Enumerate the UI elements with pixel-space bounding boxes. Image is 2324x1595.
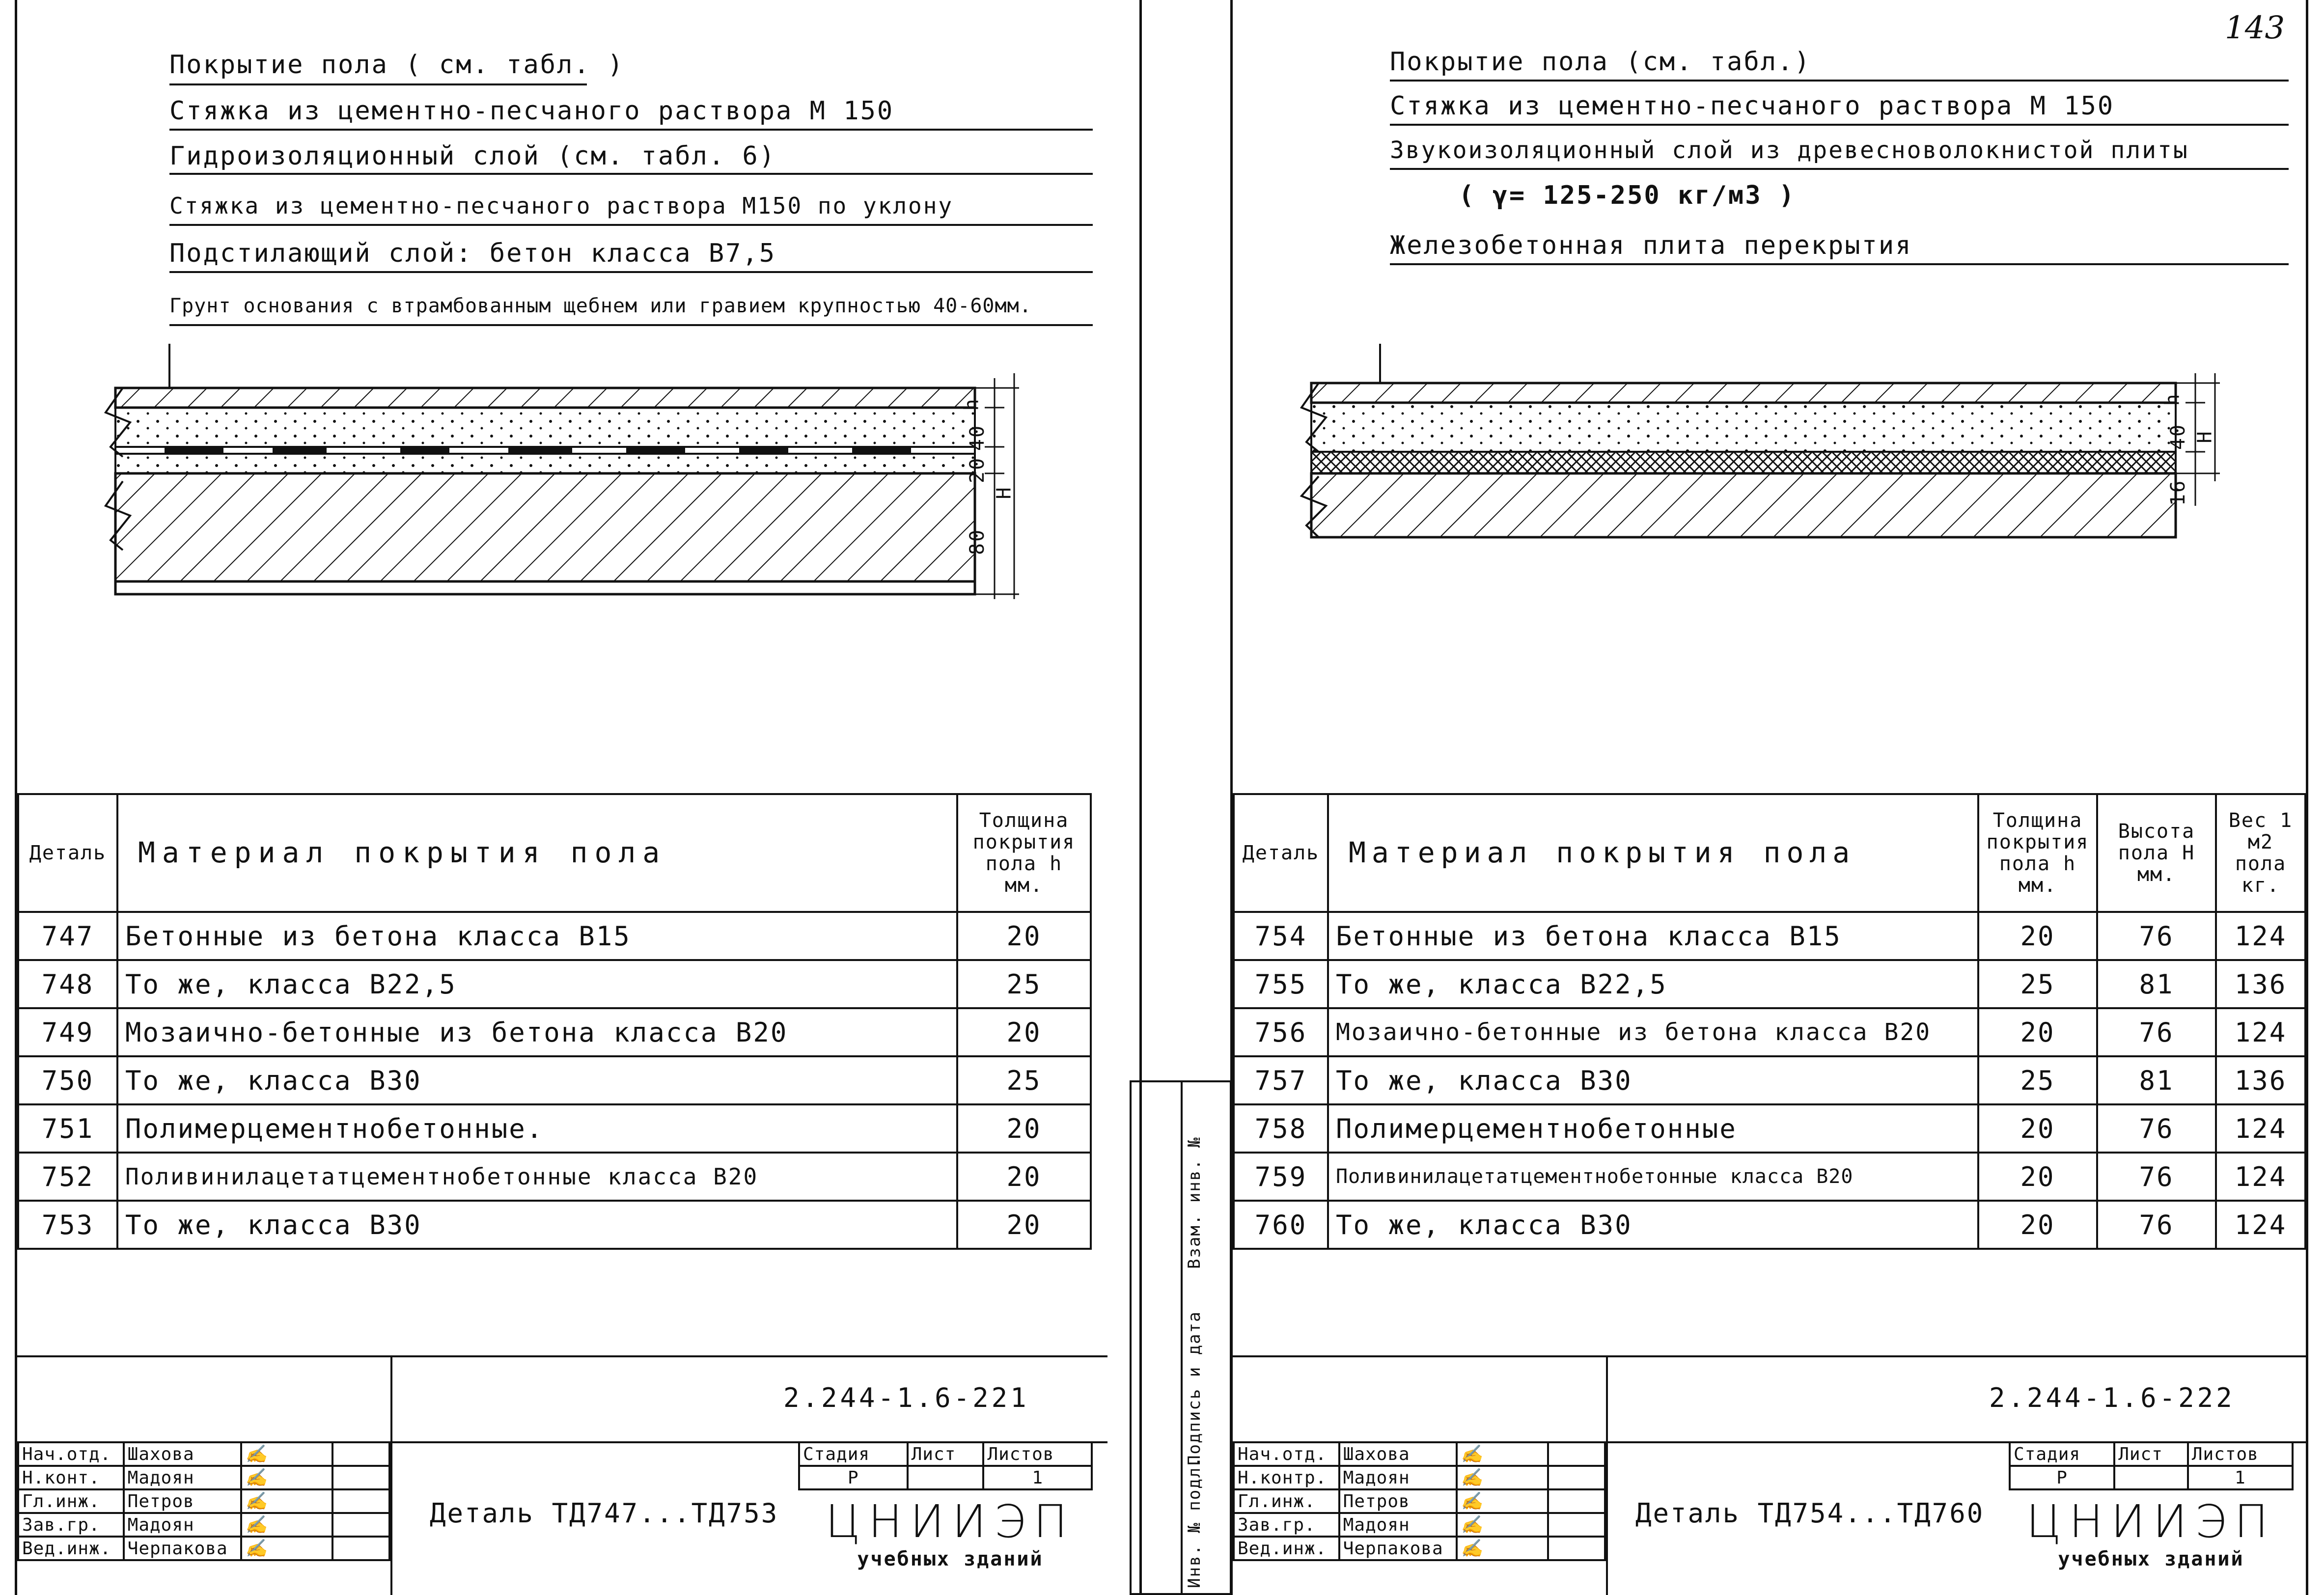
signature: ✍ (1457, 1513, 1548, 1537)
signature: ✍ (1457, 1466, 1548, 1489)
material-table-right (1233, 793, 2306, 1250)
dim-16: 16 (2167, 479, 2190, 506)
callout-slab: Железобетонная плита перекрытия (1390, 231, 1912, 260)
material-table-left (17, 793, 1092, 1250)
col-material-header: Материал покрытия пола (117, 794, 957, 912)
dim-40: 40 (966, 424, 989, 451)
stage-table: Стадия Лист Листов Р 1 (2009, 1441, 2294, 1490)
callout-sound-insulation: Звукоизоляционный слой из древесноволокнистой плиты (1390, 137, 2189, 164)
leader-line (169, 224, 1093, 226)
dim-H: H (2193, 430, 2216, 443)
table-row: 760 То же, класса В30 20 76 124 (1234, 1201, 2305, 1249)
drawing-title: Деталь ТД747...ТД753 (430, 1498, 779, 1529)
leader-line (169, 173, 1093, 175)
dim-20: 20 (966, 456, 989, 484)
table-row: 753 То же, класса В30 20 (18, 1201, 1091, 1249)
signature: ✍ (1457, 1442, 1548, 1466)
floor-section-drawing-right (1233, 344, 2289, 570)
leader-line (1390, 80, 2289, 82)
leader-line (1390, 168, 2289, 170)
callout-underlayer: Подстилающий слой: бетон класса В7,5 (169, 239, 776, 268)
organization-logo: ЦНИИЭП учебных зданий (2026, 1495, 2276, 1570)
callout-slope-screed: Стяжка из цементно-песчаного раствора М150 по уклону (169, 192, 954, 219)
col-thickness-header: Толщина покрытия пола h мм. (1978, 794, 2097, 912)
signature: ✍ (241, 1513, 332, 1537)
col-weight-header: Вес 1 м2 пола кг. (2216, 794, 2305, 912)
dim-H: H (993, 486, 1016, 499)
table-row: 756 Мозаично-бетонные из бетона класса В20 20 76 124 (1234, 1008, 2305, 1056)
callout-screed: Стяжка из цементно-песчаного раствора М 150 (1390, 91, 2115, 121)
leader-line (169, 129, 1093, 131)
drawing-title: Деталь ТД754...ТД760 (1635, 1498, 1985, 1529)
callout-soil: Грунт основания с втрамбованным щебнем или гравием крупностью 40-60мм. (169, 295, 1032, 317)
side-label-replacement: Взам. инв. № (1185, 1136, 1204, 1269)
signature: ✍ (241, 1466, 332, 1489)
table-row: 754 Бетонные из бетона класса В15 20 76 124 (1234, 912, 2305, 960)
col-thickness-header: Толщина покрытия пола h мм. (957, 794, 1091, 912)
dim-h: h (2161, 392, 2184, 406)
side-stamp (1130, 1080, 1232, 1595)
signature: ✍ (1457, 1489, 1548, 1513)
approval-table: Нач.отд. Шахова ✍ Н.конт. Мадоян ✍ Гл.инж. Петров ✍ Зав.гр. Мадоян ✍ Вед.инж. Черпакова ✍ (17, 1441, 390, 1561)
leader-line (169, 271, 1093, 273)
table-row: 752 Поливинилацетатцементнобетонные класса В20 20 (18, 1153, 1091, 1201)
table-row: 750 То же, класса В30 25 (18, 1056, 1091, 1104)
drawing-code: 2.244-1.6-221 (783, 1382, 1029, 1413)
signature: ✍ (1457, 1537, 1548, 1560)
leader-line (169, 324, 1093, 326)
col-material-header: Материал покрытия пола (1328, 794, 1978, 912)
table-row: 759 Поливинилацетатцементнобетонные класса В20 20 76 124 (1234, 1153, 2305, 1201)
drawing-code: 2.244-1.6-222 (1989, 1382, 2235, 1413)
side-label-signature: Подпись и дата (1185, 1311, 1204, 1465)
table-row: 751 Полимерцементнобетонные. 20 (18, 1104, 1091, 1153)
col-detail-header: Деталь (1234, 794, 1328, 912)
signature: ✍ (241, 1489, 332, 1513)
callout-waterproofing: Гидроизоляционный слой (см. табл. 6) (169, 141, 776, 171)
dim-40: 40 (2167, 423, 2190, 450)
page-number: 143 (2225, 10, 2285, 46)
leader-line (1390, 124, 2289, 126)
dim-80: 80 (966, 528, 989, 555)
callout-density: ( γ= 125-250 кг/м3 ) (1459, 181, 1796, 210)
leader-line (1390, 263, 2289, 265)
table-row: 758 Полимерцементнобетонные 20 76 124 (1234, 1104, 2305, 1153)
table-row: 747 Бетонные из бетона класса В15 20 (18, 912, 1091, 960)
leader-line (169, 83, 587, 85)
callout-finish: Покрытие пола (см. табл.) (1390, 47, 1811, 77)
signature: ✍ (241, 1442, 332, 1466)
approval-table: Нач.отд. Шахова ✍ Н.контр. Мадоян ✍ Гл.инж. Петров ✍ Зав.гр. Мадоян ✍ Вед.инж. Черпакова ✍ (1233, 1441, 1606, 1561)
drawing-sheet-right (1230, 0, 2308, 1595)
table-row: 755 То же, класса В22,5 25 81 136 (1234, 960, 2305, 1008)
floor-section-drawing-left (17, 344, 1098, 619)
col-detail-header: Деталь (18, 794, 117, 912)
dim-h: h (960, 397, 983, 411)
signature: ✍ (241, 1537, 332, 1560)
side-label-inventory: Инв. № подл. (1185, 1456, 1204, 1588)
drawing-sheet-left (15, 0, 1142, 1595)
stage-table: Стадия Лист Листов Р 1 (798, 1441, 1093, 1490)
callout-finish: Покрытие пола ( см. табл. ) (169, 50, 625, 80)
callout-screed: Стяжка из цементно-песчаного раствора М 150 (169, 96, 894, 126)
organization-logo: ЦНИИЭП учебных зданий (825, 1495, 1076, 1570)
col-height-header: Высота пола Н мм. (2097, 794, 2216, 912)
table-row: 757 То же, класса В30 25 81 136 (1234, 1056, 2305, 1104)
table-row: 748 То же, класса В22,5 25 (18, 960, 1091, 1008)
table-row: 749 Мозаично-бетонные из бетона класса В20 20 (18, 1008, 1091, 1056)
